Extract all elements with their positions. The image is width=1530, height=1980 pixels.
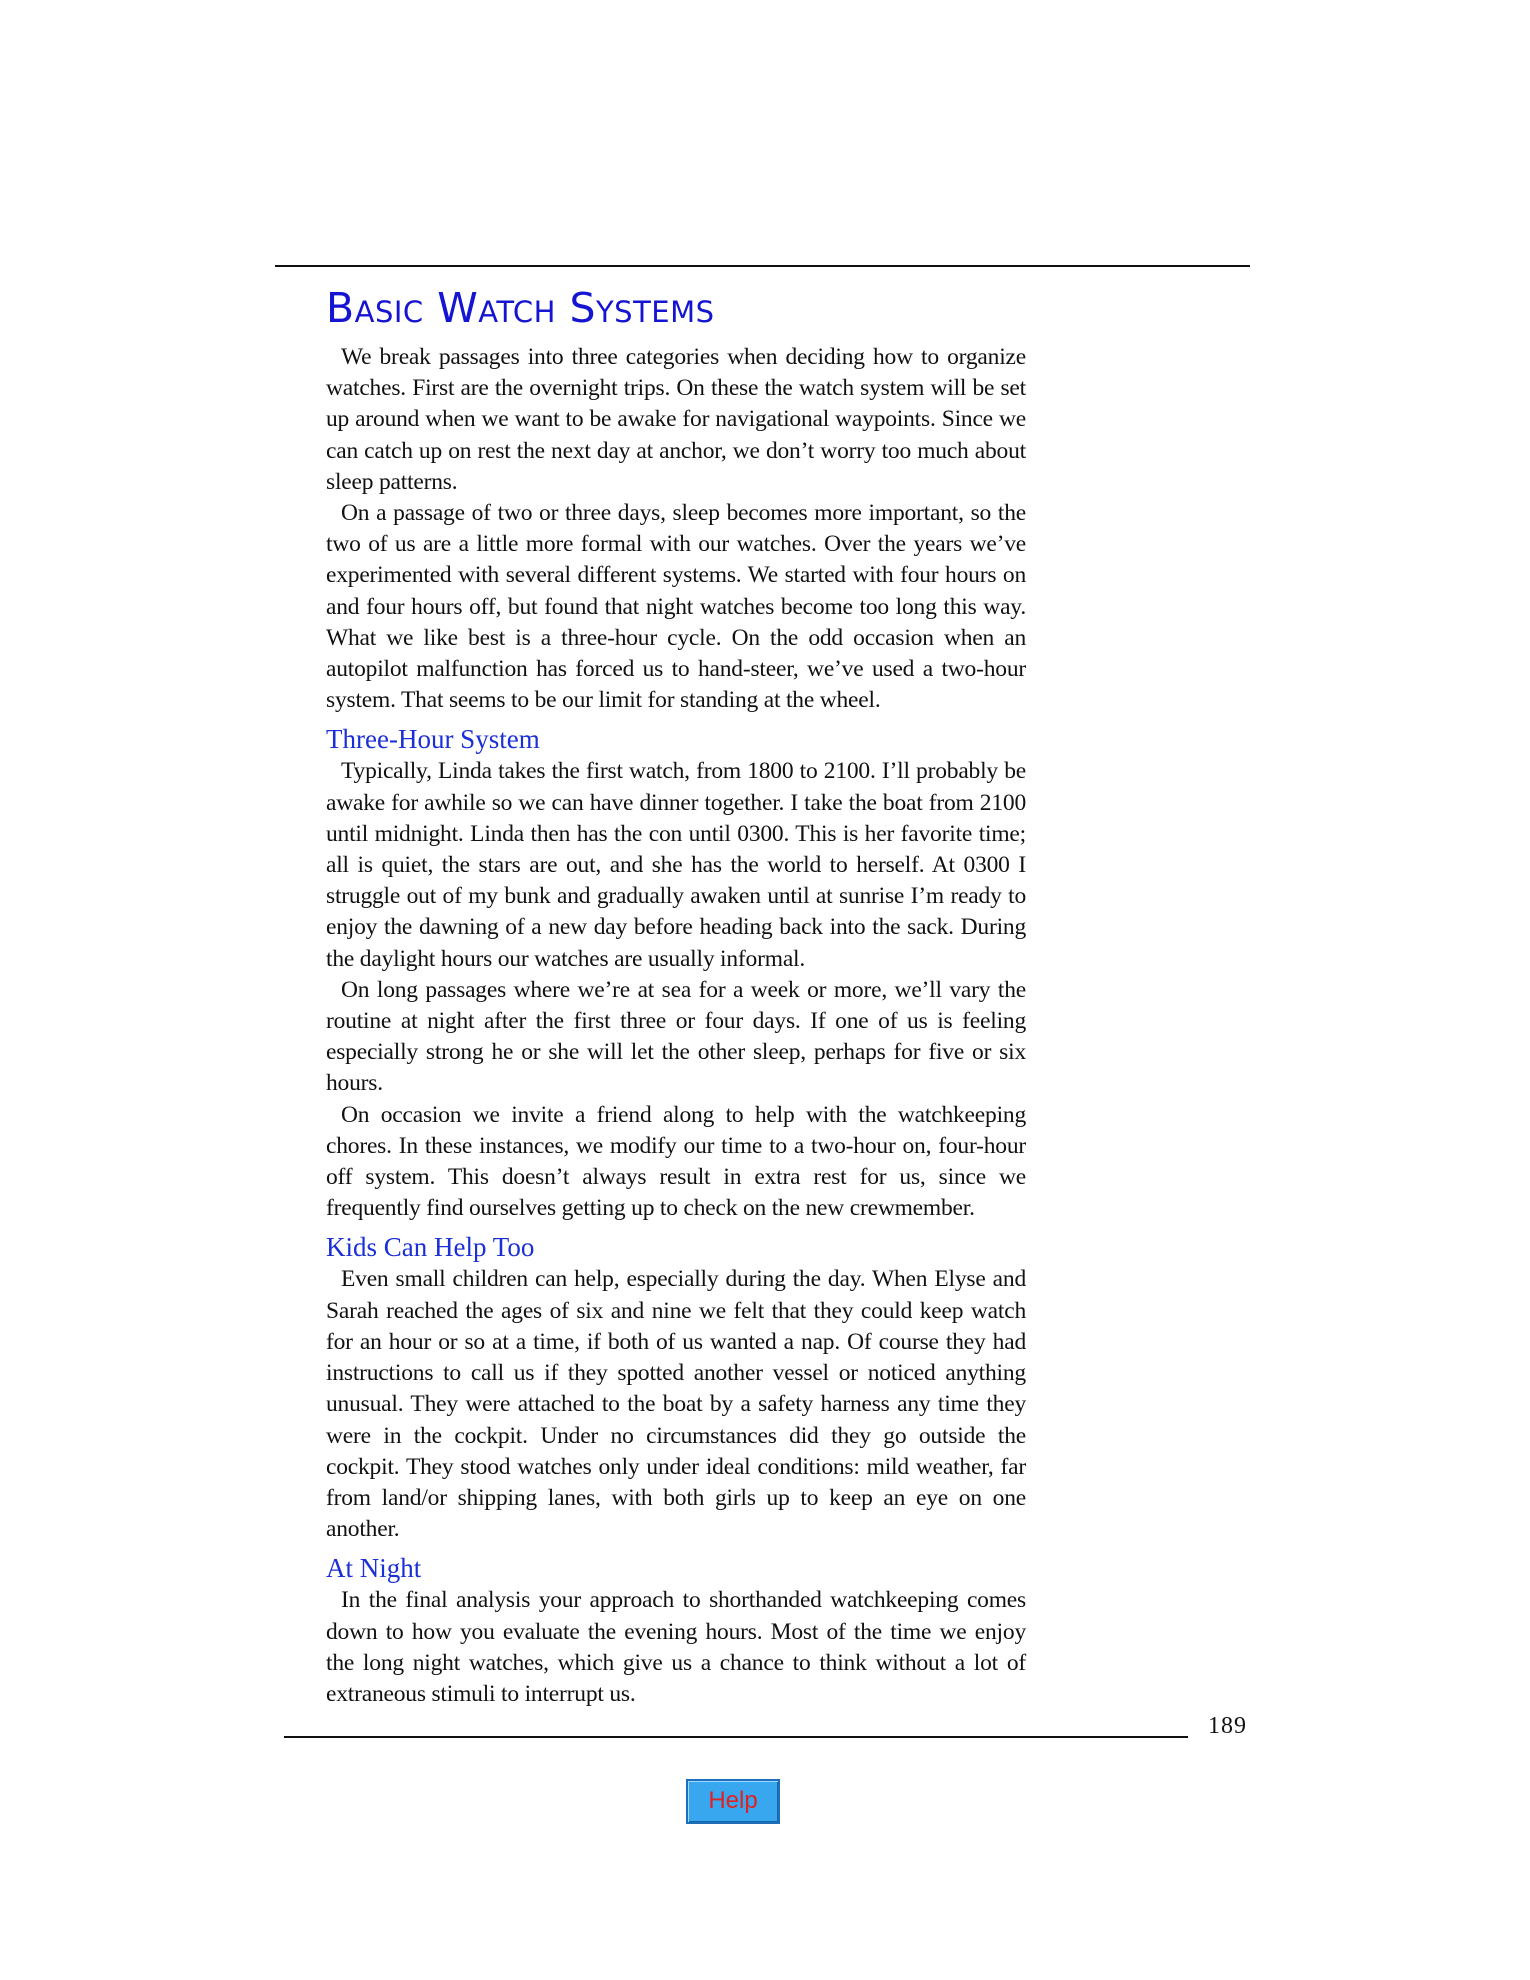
page-number: 189: [1208, 1713, 1247, 1739]
paragraph: On occasion we invite a friend along to help with the watchkeeping chores. In these instances, we modify our time to a two-hour on, four-hour off system. This doesn’t always result in extra rest for us, since we frequently find ourselves getting up to check on the new crewmember.: [326, 1101, 1026, 1222]
top-rule: [275, 265, 1250, 267]
paragraph: Even small children can help, especially during the day. When Elyse and Sarah reached the ages of six and nine we felt that they could keep watch for an hour or so at a time, if both of us wanted a nap. Of course they had instructions to call us if they spotted another vessel or noticed anything unusual. They were attached to the boat by a safety harness any time they were in the cockpit. Under no circumstances did they go outside the cockpit. They stood watches only under ideal conditions: mild weather, far from land/or shipping lanes, with both girls up to keep an eye on one another.: [326, 1266, 1026, 1543]
section-heading-kids-can-help-too: Kids Can Help Too: [326, 1232, 535, 1263]
paragraph: On a passage of two or three days, sleep becomes more important, so the two of us are a little more formal with our watches. Over the years we’ve experimented with several different systems. We started with four hours on and four hours off, but found that night watches become too long this way. What we like best is a three-hour cycle. On the odd occasion when an autopilot malfunction has forced us to hand-steer, we’ve used a two-hour system. That seems to be our limit for standing at the wheel.: [326, 500, 1026, 714]
section-heading-at-night: At Night: [326, 1553, 422, 1584]
paragraph: On long passages where we’re at sea for a week or more, we’ll vary the routine at night after the first three or four days. If one of us is feeling especially strong he or she will let the other sleep, perhaps for five or six hours.: [326, 976, 1026, 1097]
paragraph: In the final analysis your approach to shorthanded watchkeeping comes down to how you evaluate the evening hours. Most of the time we enjoy the long night watches, which give us a chance to think without a lot of extraneous stimuli to interrupt us.: [326, 1587, 1026, 1707]
paragraph: We break passages into three categories when deciding how to organize watches. First are the overnight trips. On these the watch system will be set up around when we want to be awake for navigational waypoints. Since we can catch up on rest the next day at anchor, we don’t worry too much about sleep patterns.: [326, 344, 1026, 495]
page-content: [326, 280, 1026, 1710]
section-heading-three-hour-system: Three-Hour System: [326, 724, 540, 755]
help-button[interactable]: Help: [686, 1779, 780, 1824]
paragraph: Typically, Linda takes the first watch, from 1800 to 2100. I’ll probably be awake for awhile so we can have dinner together. I take the boat from 2100 until midnight. Linda then has the con until 0300. This is her favorite time; all is quiet, the stars are out, and she has the world to herself. At 0300 I struggle out of my bunk and gradually awaken until at sunrise I’m ready to enjoy the dawning of a new day before heading back into the sack. During the daylight hours our watches are usually informal.: [326, 758, 1026, 972]
page-title: Basic Watch Systems: [326, 284, 715, 332]
bottom-rule: [284, 1736, 1188, 1738]
